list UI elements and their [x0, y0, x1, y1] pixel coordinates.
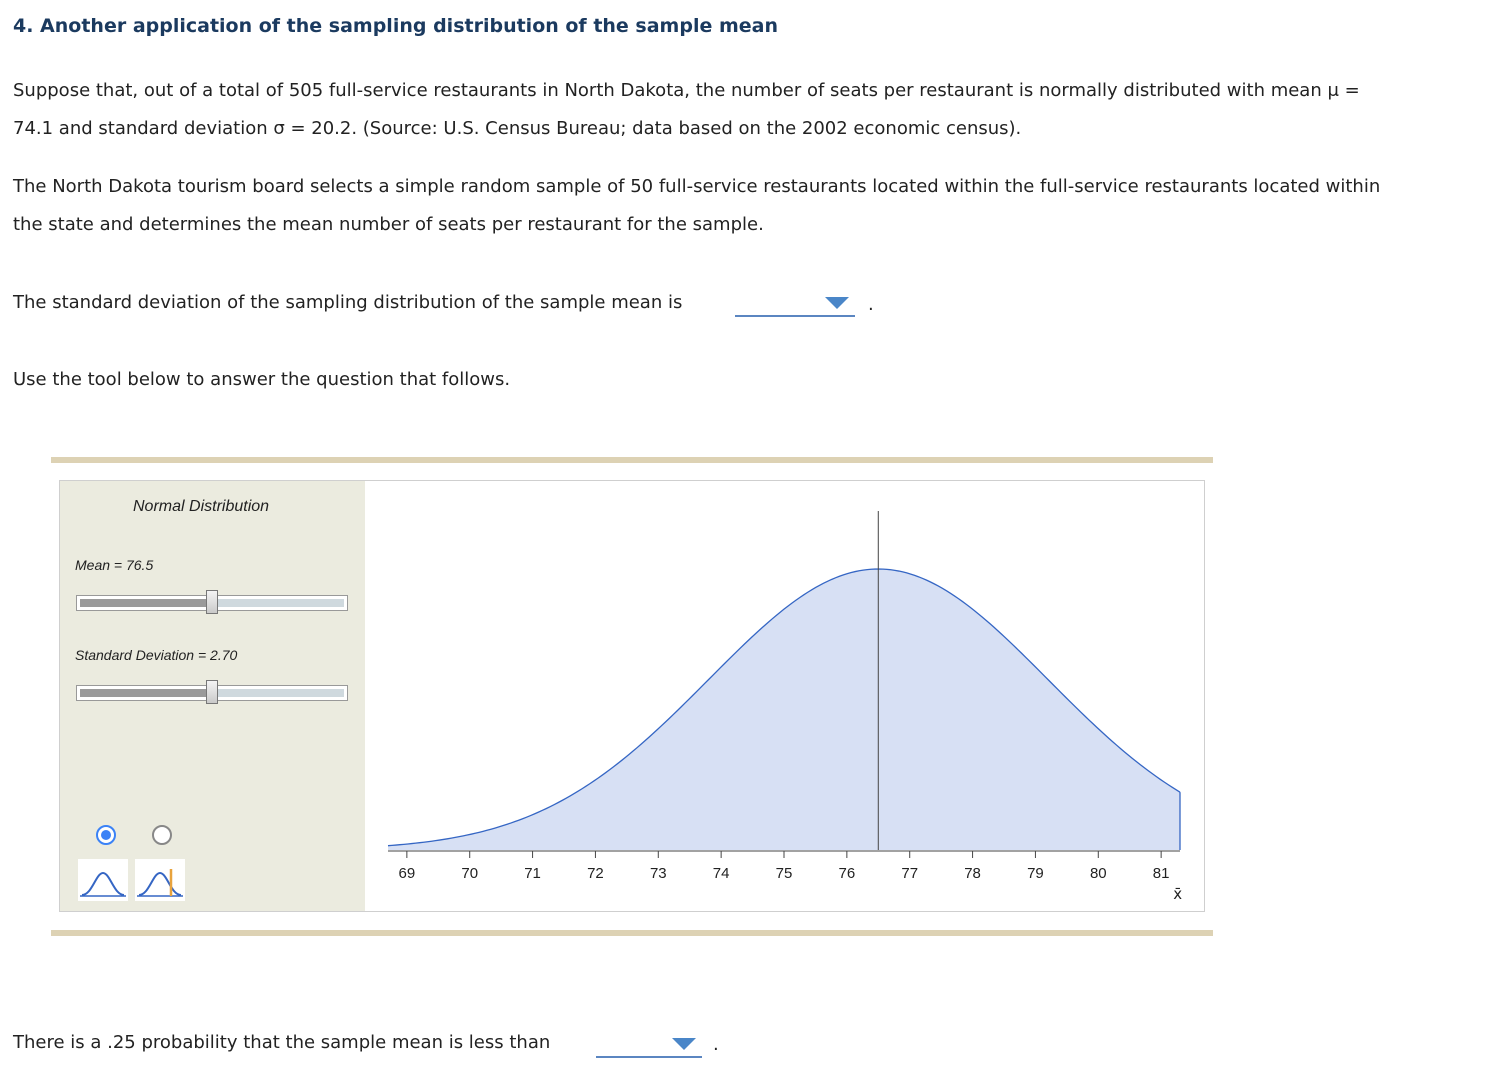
probability-period: .: [713, 1034, 719, 1055]
sd-question-text: The standard deviation of the sampling distribution of the sample mean is: [13, 292, 683, 313]
problem-line-1: Suppose that, out of a total of 505 full-service restaurants in North Dakota, the number of seats per restaurant is normally distributed with mean μ =: [13, 80, 1360, 101]
x-tick-label-70: 70: [461, 865, 479, 882]
density-icon[interactable]: [78, 859, 128, 901]
x-tick-label-71: 71: [524, 865, 541, 882]
dropdown-arrow-icon: [825, 297, 849, 309]
tool-top-divider: [51, 457, 1213, 463]
x-tick-label-75: 75: [775, 865, 793, 882]
x-tick-label-76: 76: [838, 865, 856, 882]
dropdown-arrow-icon: [672, 1038, 696, 1050]
x-axis-label: x̄: [1173, 885, 1183, 903]
sd-slider-rest: [218, 689, 344, 697]
question-title: 4. Another application of the sampling distribution of the sample mean: [13, 15, 779, 37]
x-tick-label-72: 72: [587, 865, 604, 882]
sample-line-2: the state and determines the mean number of seats per restaurant for the sample.: [13, 214, 764, 235]
x-tick-label-80: 80: [1089, 865, 1107, 882]
mean-slider[interactable]: [76, 595, 348, 611]
density-mode-radio[interactable]: [96, 825, 116, 845]
sd-slider[interactable]: [76, 685, 348, 701]
probability-answer-dropdown[interactable]: [596, 1032, 702, 1058]
cumulative-mode-radio[interactable]: [152, 825, 172, 845]
cumulative-icon[interactable]: [135, 859, 185, 901]
x-tick-label-79: 79: [1027, 865, 1044, 882]
panel-title: Normal Distribution: [133, 498, 270, 515]
tool-bottom-divider: [51, 930, 1213, 936]
x-tick-label-78: 78: [964, 865, 981, 882]
sample-line-1: The North Dakota tourism board selects a simple random sample of 50 full-service restaurants located within the full-service restaurants located within: [13, 176, 1381, 197]
probability-question-text: There is a .25 probability that the sample mean is less than: [13, 1032, 551, 1053]
mean-slider-fill: [80, 599, 212, 607]
normal-distribution-tool: [59, 480, 1205, 912]
sd-label: Standard Deviation = 2.70: [75, 647, 238, 663]
mean-label: Mean = 76.5: [75, 557, 154, 573]
sample-description: [13, 168, 1493, 244]
x-tick-label-73: 73: [649, 865, 667, 882]
tool-instruction: Use the tool below to answer the question that follows.: [13, 369, 511, 390]
control-panel: [60, 481, 365, 911]
sd-answer-dropdown[interactable]: [735, 291, 855, 317]
problem-statement: [13, 72, 1493, 148]
curve-area: [388, 569, 1180, 850]
x-tick-label-81: 81: [1152, 865, 1170, 882]
sd-slider-fill: [80, 689, 212, 697]
normal-distribution-plot: [365, 481, 1203, 911]
x-tick-label-74: 74: [712, 865, 730, 882]
mean-slider-rest: [218, 599, 344, 607]
x-tick-label-69: 69: [398, 865, 416, 882]
mean-slider-handle[interactable]: [206, 590, 218, 614]
sd-period: .: [868, 294, 874, 315]
problem-line-2: 74.1 and standard deviation σ = 20.2. (Source: U.S. Census Bureau; data based on the 2002 economic census).: [13, 118, 1022, 139]
x-tick-label-77: 77: [901, 865, 919, 882]
sd-slider-handle[interactable]: [206, 680, 218, 704]
